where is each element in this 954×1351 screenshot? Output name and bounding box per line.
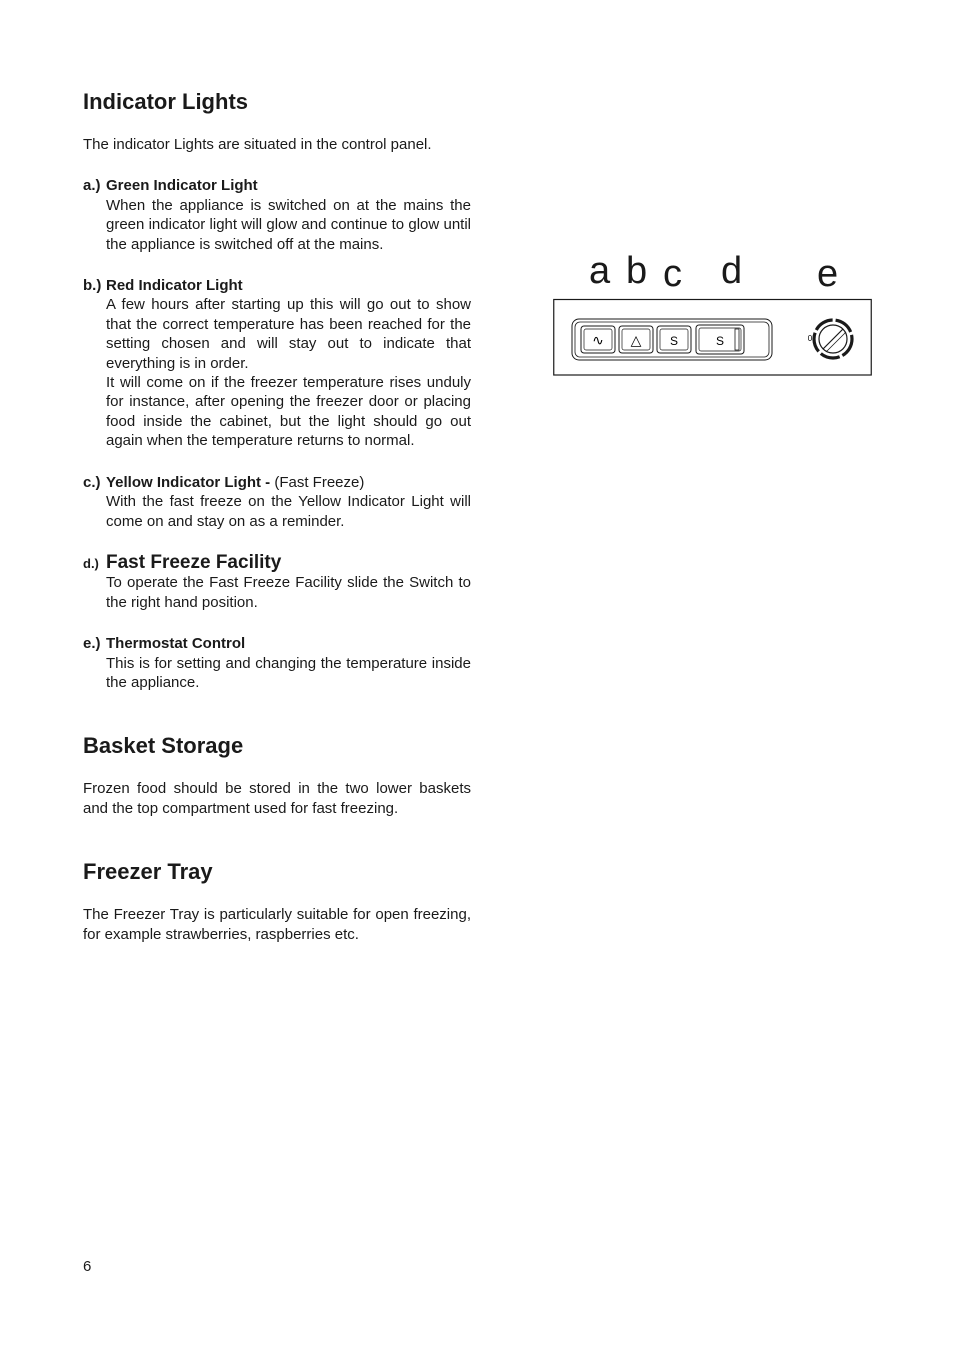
basket-storage-text: Frozen food should be stored in the two lower baskets and the top compartment used for fast freezing. — [83, 780, 471, 817]
freezer-tray-text: The Freezer Tray is particularly suitable for open freezing, for example strawberries, raspberries etc. — [83, 906, 471, 943]
dial-zero-mark: 0 — [807, 334, 813, 343]
item-paragraph: This is for setting and changing the temperature inside the appliance. — [106, 654, 471, 691]
freezer-tray-section — [83, 858, 471, 944]
yellow-light-button — [657, 326, 691, 353]
switch-slider-handle[interactable] — [735, 329, 739, 350]
item-title — [106, 473, 364, 492]
list-item-fast-freeze — [83, 553, 471, 612]
item-letter: e.) — [83, 635, 101, 653]
page-number: 6 — [83, 1258, 92, 1275]
freezer-tray-heading: Freezer Tray — [83, 859, 213, 885]
panel-label-a: a — [589, 250, 611, 292]
item-title-suffix: (Fast Freeze) — [274, 473, 365, 491]
basket-storage-heading: Basket Storage — [83, 733, 244, 759]
item-paragraph: When the appliance is switched on at the mains the green indicator light will glow and continue to glow until the appliance is switched off at the mains. — [106, 196, 471, 253]
main-column — [83, 88, 471, 944]
list-item-red-light — [83, 276, 471, 451]
panel-label-c: c — [663, 253, 682, 295]
panel-label-b: b — [626, 250, 648, 292]
item-paragraph: To operate the Fast Freeze Facility slide the Switch to the right hand position. — [106, 574, 471, 611]
item-title: Thermostat Control — [106, 635, 246, 653]
item-letter: a.) — [83, 177, 101, 195]
item-title: Fast Freeze Facility — [106, 551, 282, 573]
red-light-button — [619, 326, 653, 353]
item-paragraph: A few hours after starting up this will go out to show that the correct temperature has been reached for the setting chosen and will stay out to indicate that everything is in order. — [106, 296, 471, 372]
warning-triangle-icon: △ — [630, 333, 642, 349]
fast-freeze-switch[interactable] — [696, 325, 744, 354]
item-letter: b.) — [83, 277, 102, 295]
item-title-bold: Yellow Indicator Light - — [106, 473, 275, 491]
thermostat-dial[interactable] — [808, 320, 852, 358]
wave-icon: ∿ — [592, 333, 604, 349]
s-letter-icon: S — [669, 334, 679, 348]
list-item-yellow-light — [83, 473, 471, 531]
item-title: Green Indicator Light — [106, 177, 258, 195]
control-panel-svg — [553, 248, 873, 378]
item-letter: d.) — [83, 555, 99, 571]
item-paragraph: With the fast freeze on the Yellow Indicator Light will come on and stay on as a reminder. — [106, 493, 471, 530]
item-paragraph: It will come on if the freezer temperature rises unduly for instance, after opening the freezer door or placing food inside the cabinet, but the light should go out again when the temperature returns to normal. — [106, 374, 471, 450]
basket-storage-section — [83, 732, 471, 818]
list-item-green-light — [83, 176, 471, 254]
indicator-lights-heading: Indicator Lights — [83, 89, 248, 114]
indicator-intro: The indicator Lights are situated in the control panel. — [83, 136, 432, 153]
item-letter: c.) — [83, 473, 101, 491]
panel-label-d: d — [721, 250, 743, 292]
s-letter-icon: S — [715, 334, 725, 348]
panel-label-e: e — [817, 253, 839, 295]
item-title: Red Indicator Light — [106, 277, 243, 295]
control-panel-diagram — [553, 248, 873, 378]
list-item-thermostat — [83, 634, 471, 692]
green-light-button — [581, 326, 615, 353]
